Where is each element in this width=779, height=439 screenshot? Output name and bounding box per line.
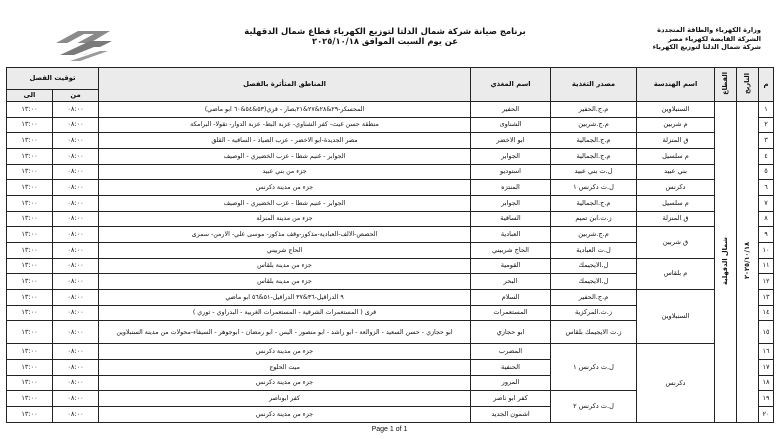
- feeder-cell: السلام: [471, 290, 551, 306]
- area-cell: قرى ( المستعمرات الشرقية - المستعمرات الغربية - البدراوي - توري ): [99, 305, 471, 321]
- area-cell: الحصص-الالف-العبادية-مذكور-وقف مذكور- موسى علي- الارمن- سمرى: [99, 227, 471, 243]
- time-from-cell: ٠٨:٠٠: [53, 133, 99, 149]
- source-cell: م.ج.الحفير: [551, 290, 637, 306]
- row-num: ١٤: [759, 305, 774, 321]
- table-row: [7, 102, 774, 118]
- row-num: ٩: [759, 227, 774, 243]
- source-cell: م.ج.شربين: [551, 117, 637, 133]
- area-cell: الحاج شربيني: [99, 243, 471, 259]
- ministry-name: وزارة الكهرباء والطاقة المتجددة: [657, 26, 761, 34]
- header-feeder: اسم المغذي: [471, 68, 551, 102]
- header-time: توقيت الفصل: [7, 68, 99, 90]
- header-time-to: الى: [7, 90, 53, 102]
- time-to-cell: ١٣:٠٠: [7, 227, 53, 243]
- source-cell: ل.ت دكرنس ١: [551, 344, 637, 391]
- table-row: [7, 180, 774, 196]
- row-num: ٥: [759, 164, 774, 180]
- title-date: عن يوم السبت الموافق ٢٠٢٥/١٠/١٨: [311, 36, 459, 46]
- engineering-cell: م شربين: [637, 117, 715, 133]
- feeder-cell: اشمون الجديد: [471, 407, 551, 423]
- area-cell: الجوابر - غنيم شطا - عزب الخضيري - الوصيف: [99, 196, 471, 212]
- engineering-cell: م بلقاس: [637, 258, 715, 289]
- row-num: ٢٠: [759, 407, 774, 423]
- feeder-cell: الجوابر: [471, 196, 551, 212]
- time-from-cell: ٠٨:٠٠: [53, 391, 99, 407]
- row-num: ٢: [759, 117, 774, 133]
- row-num: ١٣: [759, 290, 774, 306]
- area-cell: ابو حجازي - حسن السعيد - الزوالعة - ابو راشد - ابو منصور - اليس - ابو رمضان - ابوجوهر - السيفاء-محولات من مدينة السنبلاوين: [99, 321, 471, 344]
- source-cell: م.ج.الجمالية: [551, 149, 637, 165]
- header-time-from: من: [53, 90, 99, 102]
- time-to-cell: ١٣:٠٠: [7, 243, 53, 259]
- table-row: [7, 344, 774, 360]
- source-cell: ل.الايجيمك: [551, 274, 637, 290]
- feeder-cell: الحنفية: [471, 360, 551, 376]
- area-cell: الجوابر - غنيم شطا - عزب الخضيري - الوصيف: [99, 149, 471, 165]
- area-cell: منطقة حسن غيث- كفر الشناوي- عزبة البط- عزبة الدوار- تقولا- البرامكة: [99, 117, 471, 133]
- area-cell: جزء من مدينة بلقاس: [99, 274, 471, 290]
- time-from-cell: ٠٨:٠٠: [53, 321, 99, 344]
- time-to-cell: ١٣:٠٠: [7, 211, 53, 227]
- time-to-cell: ١٣:٠٠: [7, 274, 53, 290]
- area-cell: ٩ الدراقيل-٣٦&٣٧ الدراقيل-٥١&٥٦ ابو ماضي: [99, 290, 471, 306]
- row-num: ١: [759, 102, 774, 118]
- sector-cell: شمال الدقهلية: [715, 102, 737, 423]
- row-num: ١٧: [759, 360, 774, 376]
- time-to-cell: ١٣:٠٠: [7, 180, 53, 196]
- feeder-cell: الحفير: [471, 102, 551, 118]
- time-from-cell: ٠٨:٠٠: [53, 243, 99, 259]
- time-from-cell: ٠٨:٠٠: [53, 290, 99, 306]
- source-cell: ل.ت دكرنس ١: [551, 180, 637, 196]
- row-num: ١١: [759, 258, 774, 274]
- source-cell: م.ج.شربين: [551, 227, 637, 243]
- time-to-cell: ١٣:٠٠: [7, 196, 53, 212]
- source-cell: ز.ت.ابن تميم: [551, 211, 637, 227]
- feeder-cell: استوديو: [471, 164, 551, 180]
- company-header: [586, 26, 761, 52]
- row-num: ٦: [759, 180, 774, 196]
- engineering-cell: السنبلاوين: [637, 102, 715, 118]
- table-row: [7, 196, 774, 212]
- source-cell: م.ج.الجمالية: [551, 196, 637, 212]
- table-row: [7, 149, 774, 165]
- source-cell: ل.ت دكرنس ٢: [551, 391, 637, 423]
- time-from-cell: ٠٨:٠٠: [53, 196, 99, 212]
- area-cell: ميت الحلوج: [99, 360, 471, 376]
- row-num: ١٨: [759, 375, 774, 391]
- engineering-cell: دكرنس: [637, 344, 715, 423]
- engineering-cell: م سلسيل: [637, 196, 715, 212]
- maintenance-schedule-table: [6, 67, 774, 423]
- header-date: التاريخ: [737, 68, 759, 102]
- time-to-cell: ١٣:٠٠: [7, 102, 53, 118]
- time-to-cell: ١٣:٠٠: [7, 391, 53, 407]
- feeder-cell: المستعمرات: [471, 305, 551, 321]
- table-row: [7, 164, 774, 180]
- row-num: ٤: [759, 149, 774, 165]
- page-footer: Page 1 of 1: [371, 426, 408, 433]
- source-cell: ز.ت.المركزية: [551, 305, 637, 321]
- time-to-cell: ١٣:٠٠: [7, 321, 53, 344]
- table-row: [7, 211, 774, 227]
- feeder-cell: ابو حجازي: [471, 321, 551, 344]
- area-cell: جزء من مدينة بلقاس: [99, 258, 471, 274]
- header-source: مصدر التغذية: [551, 68, 637, 102]
- row-num: ١٦: [759, 344, 774, 360]
- time-to-cell: ١٣:٠٠: [7, 344, 53, 360]
- time-from-cell: ٠٨:٠٠: [53, 164, 99, 180]
- area-cell: جزء من مدينة دكرنس: [99, 407, 471, 423]
- time-from-cell: ٠٨:٠٠: [53, 102, 99, 118]
- area-cell: مصر الجديدة-ابو الاخضر - عزب الصياد - الساقية - القلق: [99, 133, 471, 149]
- time-from-cell: ٠٨:٠٠: [53, 227, 99, 243]
- row-num: ٣: [759, 133, 774, 149]
- table-row: [7, 290, 774, 306]
- time-from-cell: ٠٨:٠٠: [53, 258, 99, 274]
- time-from-cell: ٠٨:٠٠: [53, 344, 99, 360]
- area-cell: جزء من مدينة دكرنس: [99, 344, 471, 360]
- source-cell: ل.ت العبادية: [551, 243, 637, 259]
- engineering-cell: م سلسيل: [637, 149, 715, 165]
- time-from-cell: ٠٨:٠٠: [53, 117, 99, 133]
- time-to-cell: ١٣:٠٠: [7, 305, 53, 321]
- company-logo-icon: [50, 21, 118, 65]
- table-row: [7, 258, 774, 274]
- header-engineering: اسم الهندسة: [637, 68, 715, 102]
- date-cell: ٢٠٢٥/١٠/١٨: [737, 102, 759, 423]
- engineering-cell: السنبلاوين: [637, 290, 715, 344]
- row-num: ٨: [759, 211, 774, 227]
- area-cell: المحسكر-٢٩&٢٨&٢٧&٢١بصار - قري(٥٣&٥٤&٦٠ ابو ماضي): [99, 102, 471, 118]
- source-cell: ل.الايجيمك: [551, 258, 637, 274]
- engineering-cell: دكرنس: [637, 180, 715, 196]
- time-to-cell: ١٣:٠٠: [7, 149, 53, 165]
- time-to-cell: ١٣:٠٠: [7, 407, 53, 423]
- area-cell: جزء من مدينة دكرنس: [99, 180, 471, 196]
- table-row: [7, 117, 774, 133]
- feeder-cell: المرور: [471, 375, 551, 391]
- header-sector: القطاع: [715, 68, 737, 102]
- area-cell: جزء من بني عبيد: [99, 164, 471, 180]
- area-cell: كفر ابوناصر: [99, 391, 471, 407]
- time-from-cell: ٠٨:٠٠: [53, 274, 99, 290]
- time-to-cell: ١٣:٠٠: [7, 164, 53, 180]
- source-cell: ز.ت الايجيمك بلقاس: [551, 321, 637, 344]
- area-cell: جزء من مدينة المنزلة: [99, 211, 471, 227]
- row-num: ١٥: [759, 321, 774, 344]
- engineering-cell: بني عبيد: [637, 164, 715, 180]
- table-row: [7, 133, 774, 149]
- feeder-cell: القومية: [471, 258, 551, 274]
- feeder-cell: المنتزه: [471, 180, 551, 196]
- time-to-cell: ١٣:٠٠: [7, 133, 53, 149]
- time-from-cell: ٠٨:٠٠: [53, 149, 99, 165]
- feeder-cell: المضرب: [471, 344, 551, 360]
- time-from-cell: ٠٨:٠٠: [53, 305, 99, 321]
- feeder-cell: الجوابر: [471, 149, 551, 165]
- time-to-cell: ١٣:٠٠: [7, 375, 53, 391]
- time-from-cell: ٠٨:٠٠: [53, 211, 99, 227]
- engineering-cell: ق المنزلة: [637, 211, 715, 227]
- source-cell: ل.ت بني عبيد: [551, 164, 637, 180]
- holding-company-name: الشركة القابضة لكهرباء مصر: [668, 34, 761, 43]
- row-num: ١٢: [759, 274, 774, 290]
- table-row: [7, 227, 774, 243]
- feeder-cell: العبادية: [471, 227, 551, 243]
- feeder-cell: كفر ابو ناصر: [471, 391, 551, 407]
- feeder-cell: الحاج شربيني: [471, 243, 551, 259]
- time-from-cell: ٠٨:٠٠: [53, 407, 99, 423]
- area-cell: جزء من مدينة دكرنس: [99, 375, 471, 391]
- time-from-cell: ٠٨:٠٠: [53, 180, 99, 196]
- time-to-cell: ١٣:٠٠: [7, 290, 53, 306]
- title-line-1: برنامج صيانة شركة شمال الدلتا لتوزيع الكهرباء قطاع شمال الدقهلية: [244, 26, 526, 36]
- header-areas: المناطق المتأثرة بالفصل: [99, 68, 471, 102]
- company-name: شركة شمال الدلتا لتوزيع الكهرباء: [652, 43, 761, 52]
- feeder-cell: الساقية: [471, 211, 551, 227]
- time-from-cell: ٠٨:٠٠: [53, 375, 99, 391]
- row-num: ١٠: [759, 243, 774, 259]
- document-title: [215, 26, 555, 46]
- header-num: م: [759, 68, 774, 102]
- feeder-cell: البحر: [471, 274, 551, 290]
- feeder-cell: ابو الاخضر: [471, 133, 551, 149]
- row-num: ١٩: [759, 391, 774, 407]
- feeder-cell: الشناوى: [471, 117, 551, 133]
- time-to-cell: ١٣:٠٠: [7, 258, 53, 274]
- source-cell: م.ج.الحفير: [551, 102, 637, 118]
- time-to-cell: ١٣:٠٠: [7, 117, 53, 133]
- engineering-cell: ق شربين: [637, 227, 715, 258]
- source-cell: م.ج.الجمالية: [551, 133, 637, 149]
- row-num: ٧: [759, 196, 774, 212]
- time-to-cell: ١٣:٠٠: [7, 360, 53, 376]
- time-from-cell: ٠٨:٠٠: [53, 360, 99, 376]
- engineering-cell: ق المنزلة: [637, 133, 715, 149]
